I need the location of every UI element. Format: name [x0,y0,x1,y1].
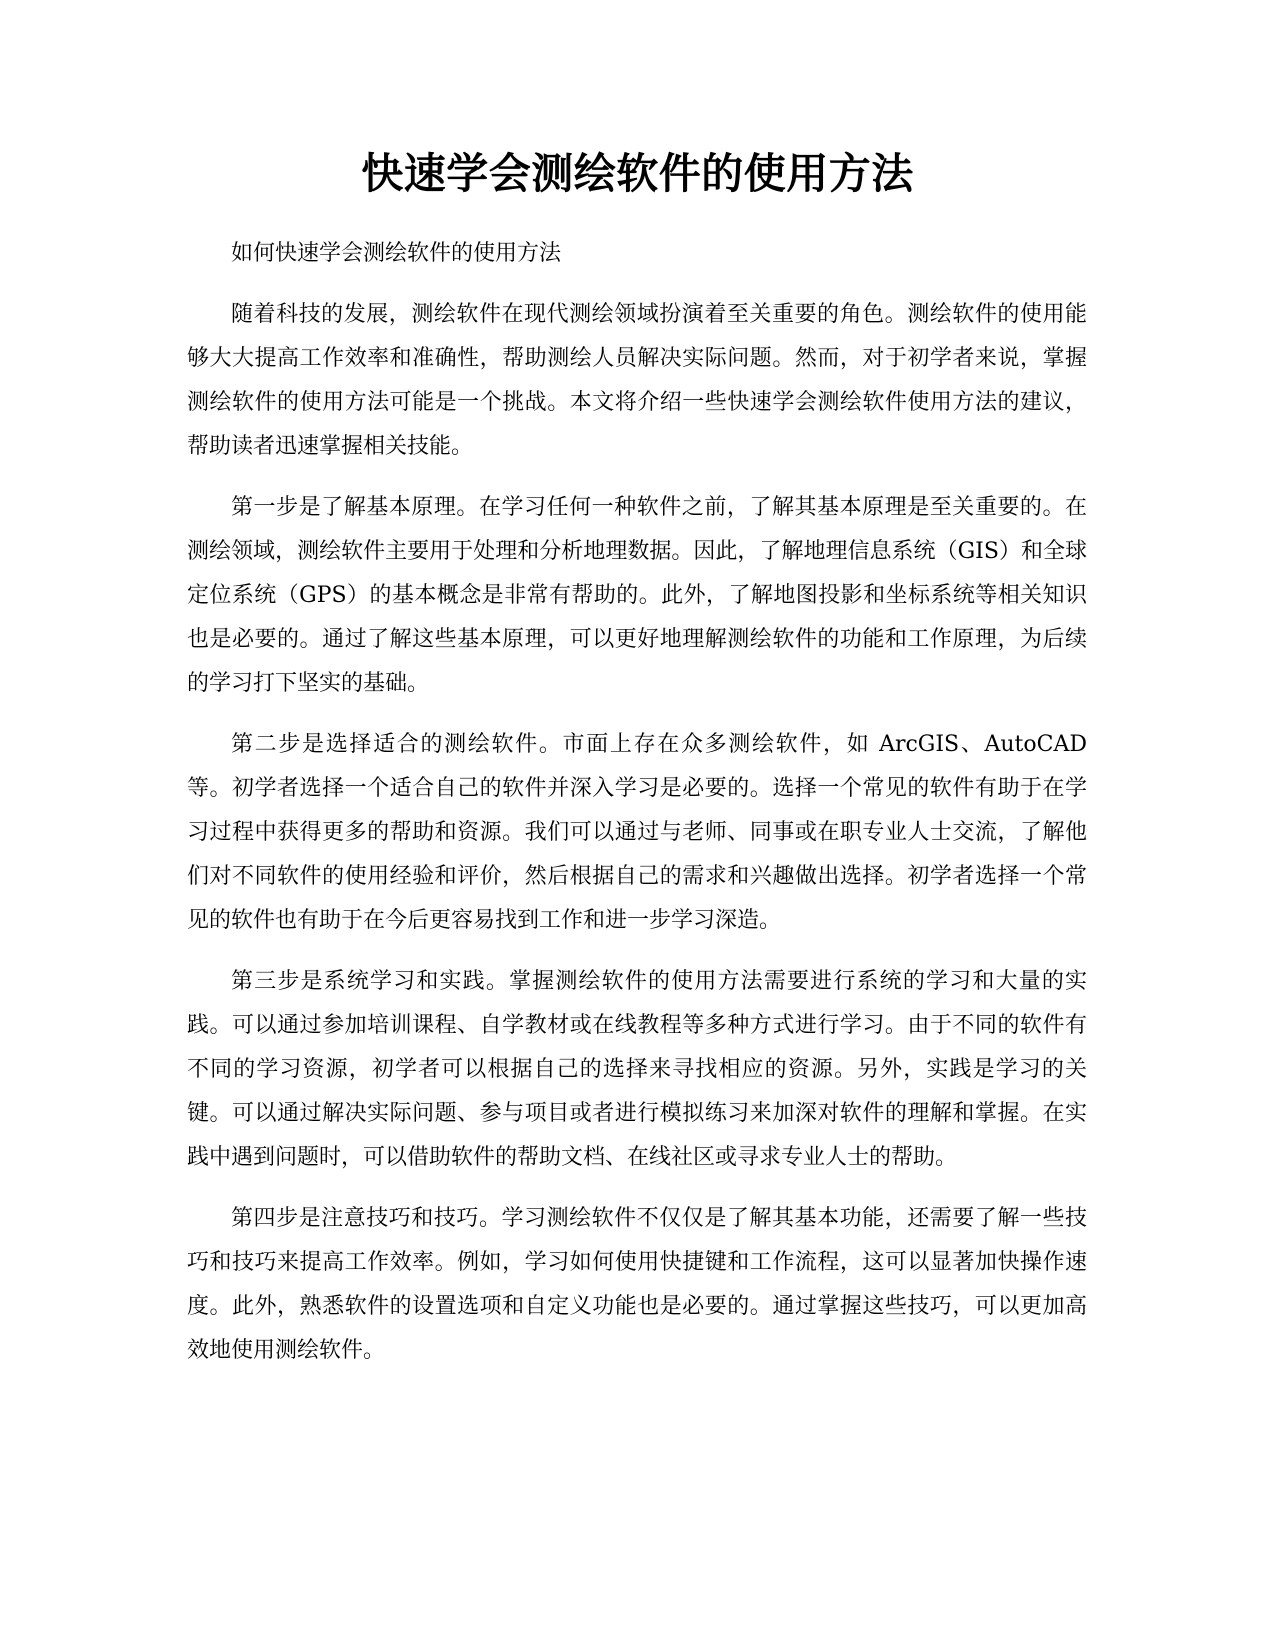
paragraph-step-3: 第三步是系统学习和实践。掌握测绘软件的使用方法需要进行系统的学习和大量的实践。可以通过参加培训课程、自学教材或在线教程等多种方式进行学习。由于不同的软件有不同的学习资源，初学者可以根据自己的选择来寻找相应的资源。另外，实践是学习的关键。可以通过解决实际问题、参与项目或者进行模拟练习来加深对软件的理解和掌握。在实践中遇到问题时，可以借助软件的帮助文档、在线社区或寻求专业人士的帮助。 [187,969,1087,1170]
paragraph-step-2: 第二步是选择适合的测绘软件。市面上存在众多测绘软件，如 ArcGIS、AutoCAD 等。初学者选择一个适合自己的软件并深入学习是必要的。选择一个常见的软件有助于在学习过程中获得更多的帮助和资源。我们可以通过与老师、同事或在职专业人士交流，了解他们对不同软件的使用经验和评价，然后根据自己的需求和兴趣做出选择。初学者选择一个常见的软件也有助于在今后更容易找到工作和进一步学习深造。 [187,732,1087,933]
page-title: 快速学会测绘软件的使用方法 [361,149,914,198]
paragraph-step-4: 第四步是注意技巧和技巧。学习测绘软件不仅仅是了解其基本功能，还需要了解一些技巧和技巧来提高工作效率。例如，学习如何使用快捷键和工作流程，这可以显著加快操作速度。此外，熟悉软件的设置选项和自定义功能也是必要的。通过掌握这些技巧，可以更加高效地使用测绘软件。 [187,1206,1087,1363]
document-subtitle: 如何快速学会测绘软件的使用方法 [231,241,562,266]
paragraph-intro: 随着科技的发展，测绘软件在现代测绘领域扮演着至关重要的角色。测绘软件的使用能够大大提高工作效率和准确性，帮助测绘人员解决实际问题。然而，对于初学者来说，掌握测绘软件的使用方法可能是一个挑战。本文将介绍一些快速学会测绘软件使用方法的建议，帮助读者迅速掌握相关技能。 [187,302,1087,459]
paragraph-step-1: 第一步是了解基本原理。在学习任何一种软件之前，了解其基本原理是至关重要的。在测绘领域，测绘软件主要用于处理和分析地理数据。因此，了解地理信息系统（GIS）和全球定位系统（GPS）的基本概念是非常有帮助的。此外，了解地图投影和坐标系统等相关知识也是必要的。通过了解这些基本原理，可以更好地理解测绘软件的功能和工作原理，为后续的学习打下坚实的基础。 [187,495,1087,696]
document-body [187,232,1087,1390]
